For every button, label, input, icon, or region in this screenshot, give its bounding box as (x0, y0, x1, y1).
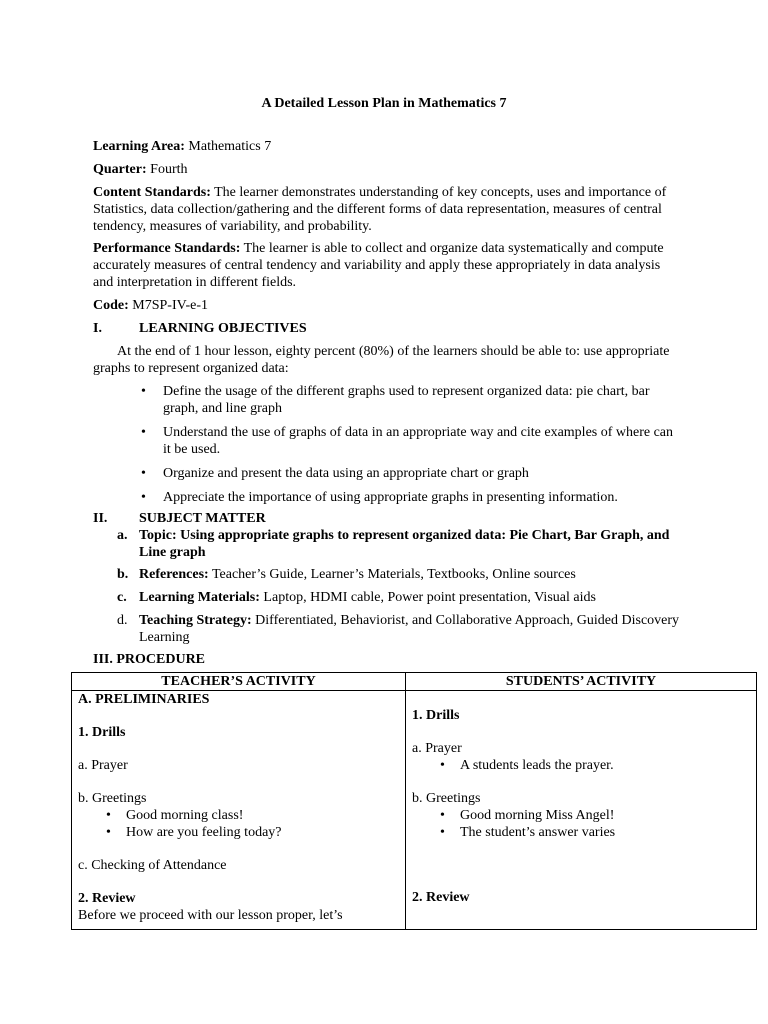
learning-area-label: Learning Area: (93, 139, 185, 154)
subject-topic-letter: a. (117, 528, 128, 543)
quarter-label: Quarter: (93, 162, 147, 177)
preliminaries-heading: A. PRELIMINARIES (78, 692, 210, 707)
table-header-row (72, 673, 757, 691)
students-activity-header: STUDENTS’ ACTIVITY (406, 673, 757, 691)
procedure-table (71, 672, 757, 930)
teacher-greetings: b. Greetings (78, 791, 147, 806)
students-review: 2. Review (412, 890, 470, 905)
objectives-title: LEARNING OBJECTIVES (139, 321, 307, 336)
subject-references-letter: b. (117, 567, 129, 582)
subject-matter-number: II. (93, 511, 108, 526)
performance-standards-value: The learner is able to collect and organize data systematically and compute accurately measures of central tendency and variability and apply these appropriately in data analysis and interpretation in different fields. (93, 241, 664, 290)
document-title: A Detailed Lesson Plan in Mathematics 7 (261, 96, 507, 111)
subject-references (117, 566, 687, 583)
objectives-list (139, 383, 684, 513)
learning-area-value: Mathematics 7 (184, 139, 272, 154)
subject-strategy-label: Teaching Strategy: (139, 613, 252, 628)
teacher-drills: 1. Drills (78, 725, 126, 740)
quarter (93, 161, 683, 178)
teacher-attendance: c. Checking of Attendance (78, 858, 227, 873)
subject-materials-value: Laptop, HDMI cable, Power point presentation, Visual aids (259, 590, 596, 605)
content-standards-value: The learner demonstrates understanding of key concepts, uses and importance of Statistics, data collection/gathering and the different forms of data representation, measures of central tendency, measures of variability, and probability. (93, 185, 667, 234)
list-item: • A students leads the prayer. (436, 757, 750, 774)
list-item: • Organize and present the data using an appropriate chart or graph (139, 465, 684, 482)
subject-materials (117, 589, 687, 606)
code-value: M7SP-IV-e-1 (128, 298, 208, 313)
content-standards-label: Content Standards: (93, 185, 211, 200)
subject-strategy-value: Differentiated, Behaviorist, and Collaborative Approach, Guided Discovery Learning (139, 613, 680, 645)
objectives-intro: At the end of 1 hour lesson, eighty percent (80%) of the learners should be able to: use appropriate graphs to represent organized data: (93, 344, 670, 376)
teacher-review-text: Before we proceed with our lesson proper, let’s (78, 908, 343, 923)
subject-strategy-letter: d. (117, 613, 128, 628)
list-item: • Define the usage of the different graphs used to represent organized data: pie chart, bar graph, and line graph (139, 383, 684, 417)
students-activity-cell (406, 691, 757, 930)
teacher-review: 2. Review (78, 891, 136, 906)
learning-area (93, 138, 683, 155)
subject-strategy (117, 612, 687, 646)
code (93, 297, 683, 314)
subject-topic-label: Topic: Using appropriate graphs to represent organized data: Pie Chart, Bar Graph, and Line graph (139, 528, 670, 560)
list-item: • Good morning Miss Angel! (436, 807, 750, 824)
list-item: • The student’s answer varies (436, 824, 750, 841)
procedure-heading: III. PROCEDURE (93, 652, 206, 667)
subject-materials-letter: c. (117, 590, 127, 605)
objectives-heading (93, 320, 307, 337)
list-item: • Appreciate the importance of using appropriate graphs in presenting information. (139, 489, 684, 506)
students-greetings: b. Greetings (412, 791, 481, 806)
list-item: • How are you feeling today? (102, 824, 399, 841)
subject-references-value: Teacher’s Guide, Learner’s Materials, Textbooks, Online sources (208, 567, 576, 582)
students-prayer: a. Prayer (412, 741, 462, 756)
subject-references-label: References: (139, 567, 209, 582)
list-item: • Understand the use of graphs of data in an appropriate way and cite examples of where can it be used. (139, 424, 684, 458)
performance-standards (93, 240, 683, 291)
subject-materials-label: Learning Materials: (139, 590, 260, 605)
subject-matter-heading (93, 510, 266, 527)
students-drills: 1. Drills (412, 708, 460, 723)
objectives-number: I. (93, 321, 102, 336)
teacher-activity-cell (72, 691, 406, 930)
table-row (72, 691, 757, 930)
teacher-prayer: a. Prayer (78, 758, 128, 773)
subject-matter-title: SUBJECT MATTER (139, 511, 266, 526)
performance-standards-label: Performance Standards: (93, 241, 241, 256)
list-item: • Good morning class! (102, 807, 399, 824)
content-standards (93, 184, 683, 235)
code-label: Code: (93, 298, 129, 313)
teacher-activity-header: TEACHER’S ACTIVITY (72, 673, 406, 691)
subject-topic (117, 527, 687, 561)
quarter-value: Fourth (146, 162, 188, 177)
